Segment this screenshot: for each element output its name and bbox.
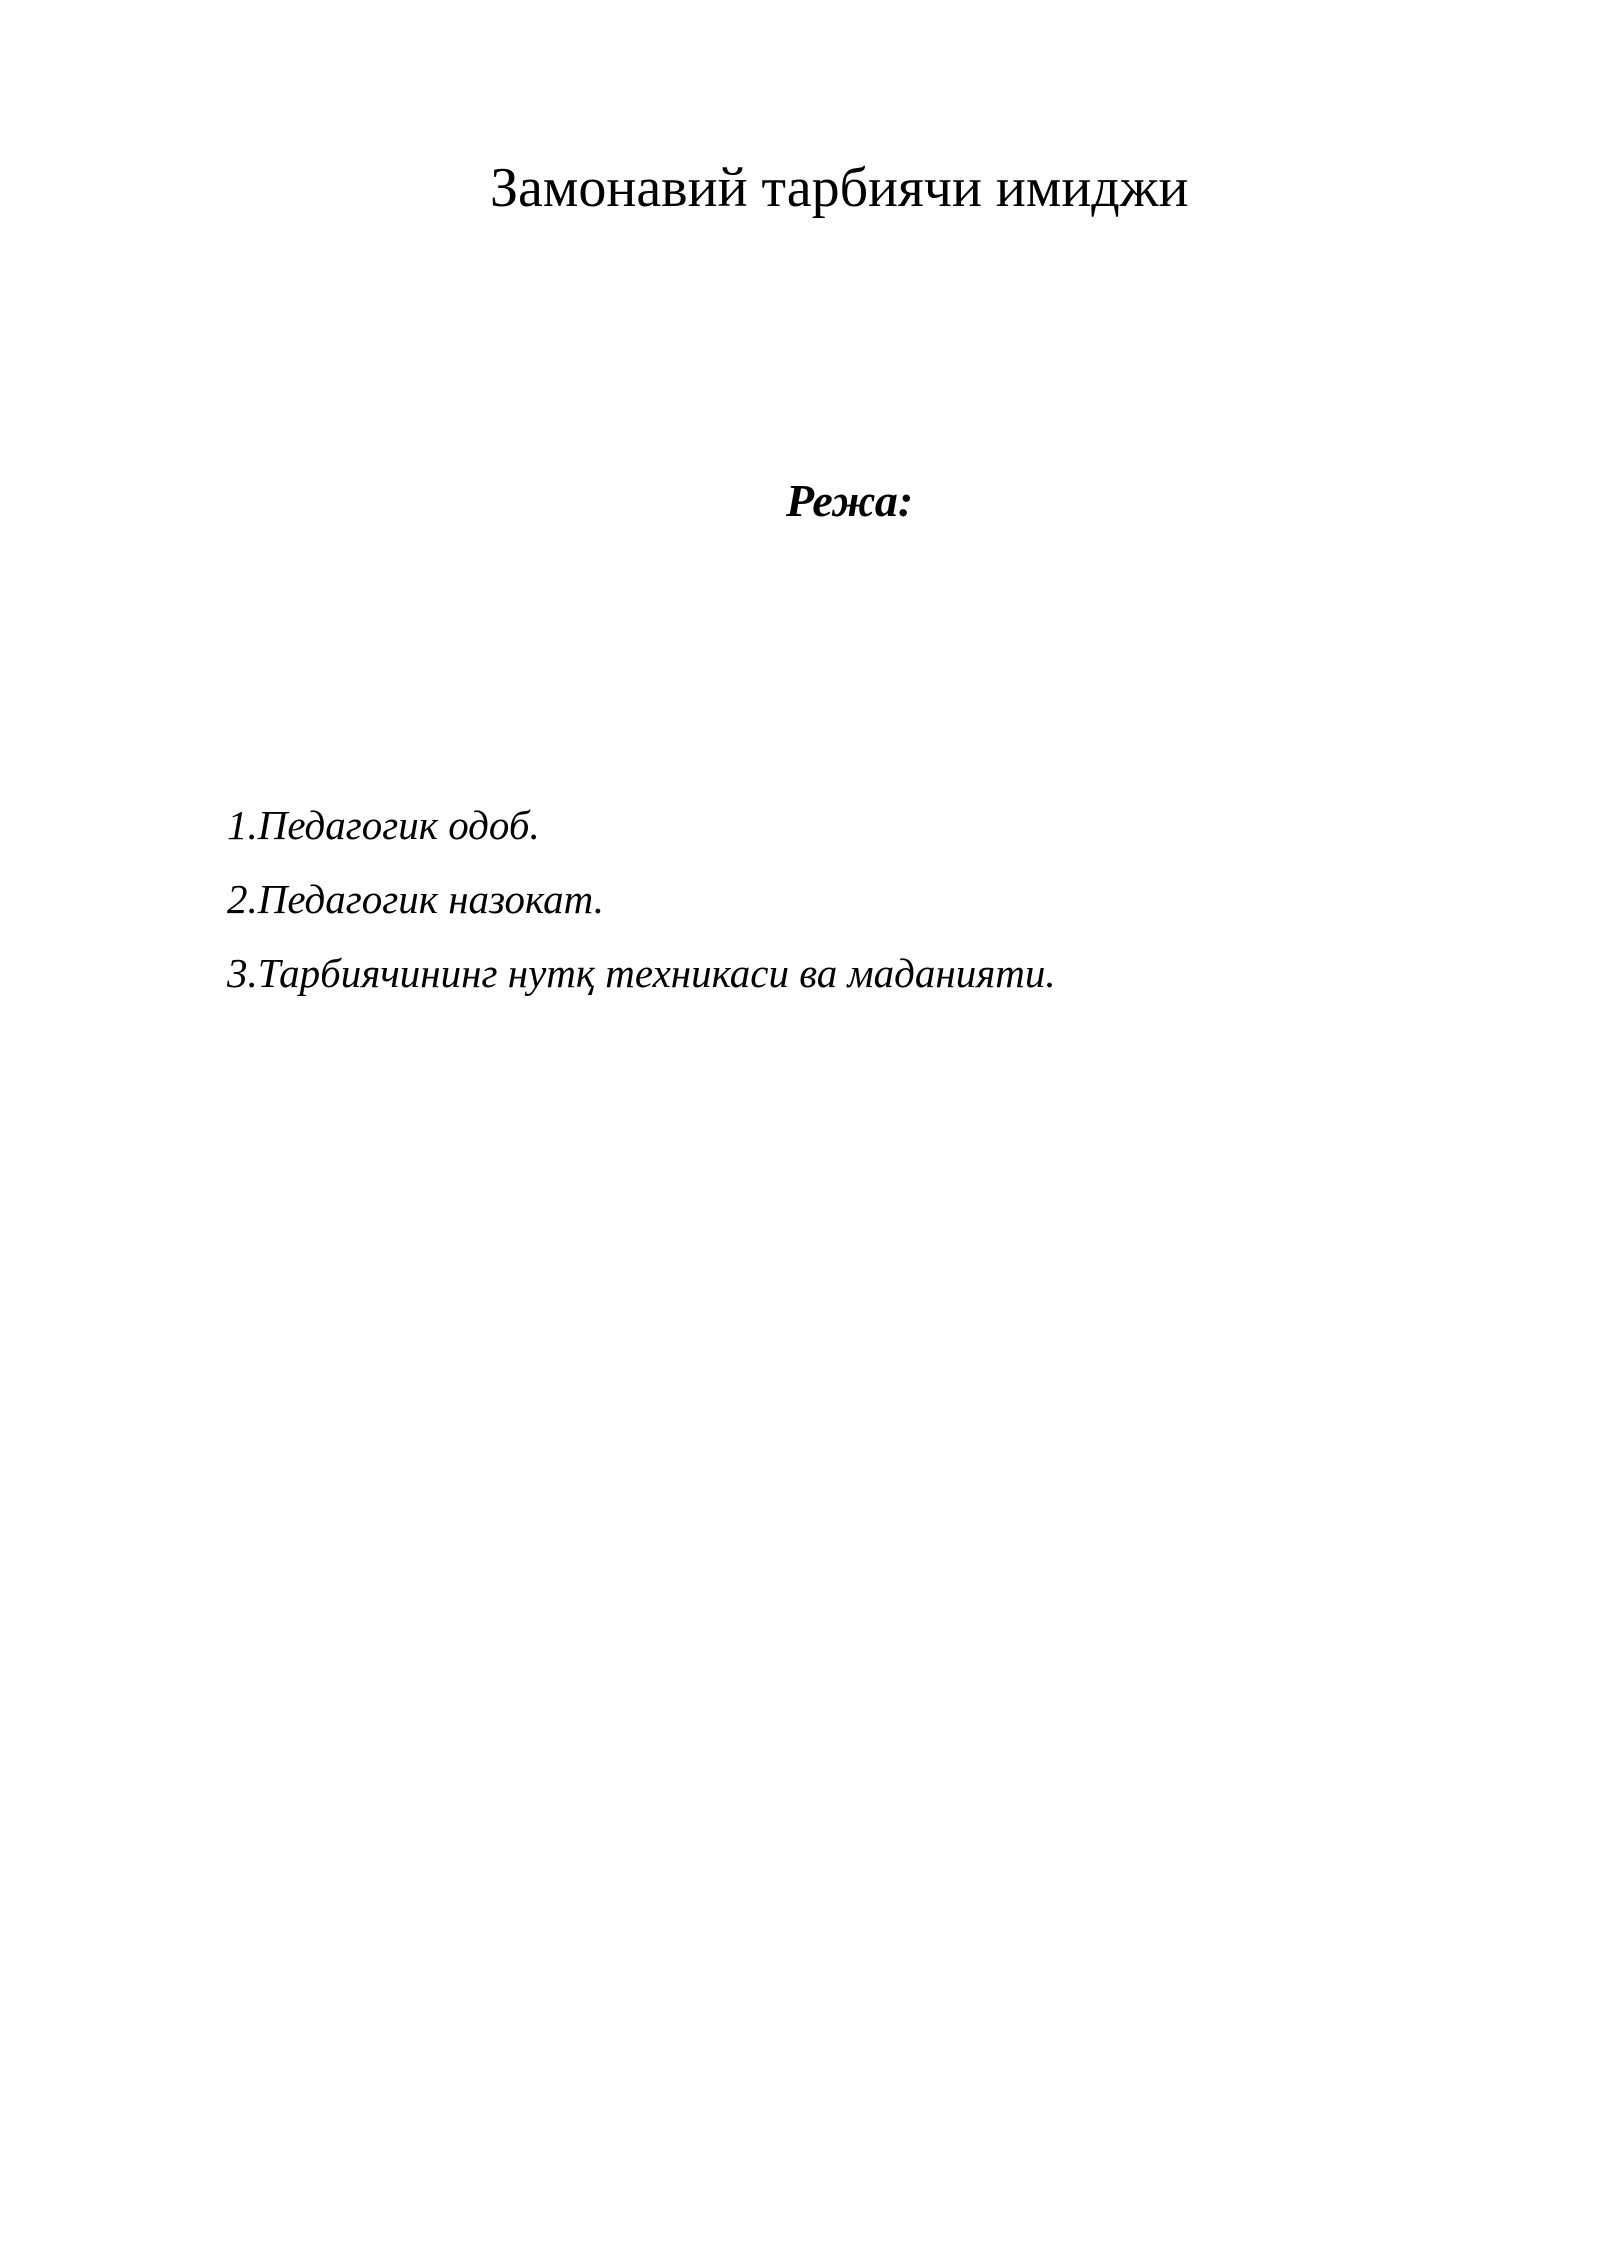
- plan-item-2: 2.Педагогик назокат.: [227, 876, 605, 922]
- document-title: Замонавий тарбиячи имиджи: [490, 157, 1189, 219]
- plan-item-3: 3.Тарбиячининг нутқ техникаси ва маданияти.: [227, 950, 1056, 996]
- plan-list: [227, 788, 1056, 1010]
- plan-heading: Режа:: [786, 475, 914, 526]
- plan-item-1: 1.Педагогик одоб.: [227, 802, 540, 848]
